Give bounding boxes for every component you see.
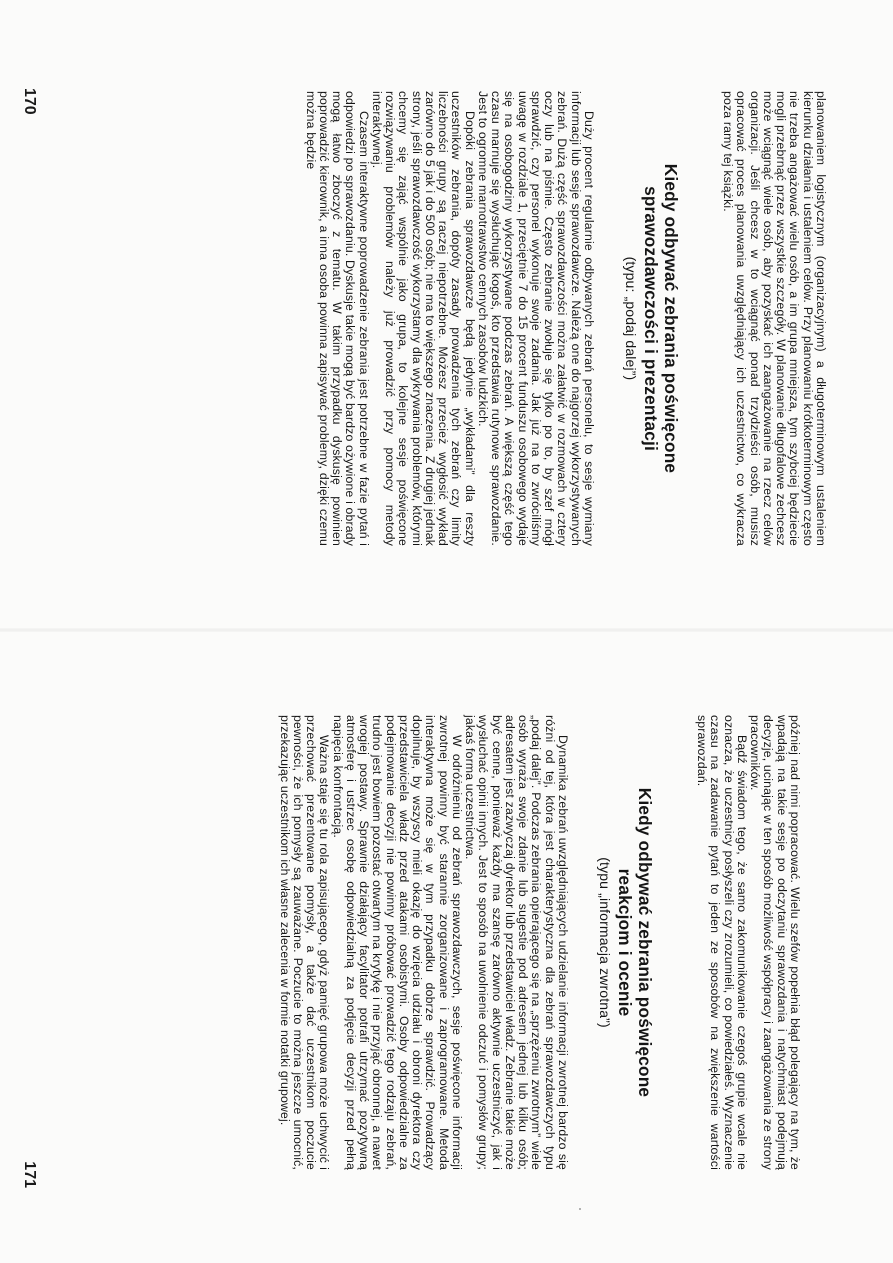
left-page-text-column bbox=[304, 91, 828, 546]
left-intro-paragraph: planowaniem logistycznym (organizacyjnym) a długoterminowym ustaleniem kierunku działania i ustaleniem celów. Przy planowaniu krótkoterminowym często nie trzeba angażować wielu osób, a im grupa mniejsza, tym szybciej będziecie mogli przebrnąć przez wszystkie szczegóły. W planowanie długofalowe zechcesz może wciągnąć wiele osób, aby pozyskać ich zaangażowanie na rzecz celów organizacji. Jeśli chcesz w to wciągnąć ponad trzydzieści osób, musisz opracować proces planowania uwzględniający ich uczestnictwo, co wykracza poza ramy tej książki. bbox=[721, 91, 828, 546]
right-section-subtitle: (typu „informacja zwrotna”) bbox=[597, 857, 613, 1028]
left-paragraph-1: Duży procent regularnie odbywanych zebrań personelu, to sesje wymiany informacji lub sesje sprawozdawcze. Należą one do najgorzej wykorzystywanych zebrań. Dużą część sprawozdawczości można załatwić w rozmowach w cztery oczy lub na piśmie. Często zebranie zwołuje się tylko po to, by szef mógł sprawdzić, czy personel wykonuje swoje zadania. Jak już na to zwróciliśmy uwagę w rozdziale 1, przeciętnie 7 do 15 procent funduszu osobowego wydaje się na osobogodziny wykorzystywane podczas zebrań. A większą część tego czasu marnuje się wysłuchując kogoś, kto przedstawia rutynowe sprawozdanie. Jest to ogromne marnotrawstwo cennych zasobów ludzkich. bbox=[476, 91, 596, 546]
left-page bbox=[0, 0, 893, 630]
right-paragraph-2: W odróżnieniu od zebrań sprawozdawczych, sesje poświęcone informacji zwrotnej powinny być starannie zorganizowane i zaprogramowane. Metoda interaktywna może się w tym przypadku dobrze sprawdzić. Prowadzący dopilnuje, by wszyscy mieli okazję do wzięcia udziału i obroni dyrektora czy przedstawiciela władz przed atakami osobistymi. Osoby odpowiedzialne za podejmowanie decyzji nie powinny próbować prowadzić tego rodzaju zebrań, trudno jest bowiem pozostać otwartym na krytykę i nie przyjąć obronnej, a nawet wrogiej postawy. Sprawnie działający facylitator potrafi utrzymać pozytywną atmosferę i ustrzec osobę odpowiedzialną za podjęcie decyzji przed pełną napięcia konfrontacją. bbox=[330, 715, 464, 1170]
right-page bbox=[0, 630, 893, 1263]
right-page-number: 171 bbox=[21, 1161, 38, 1188]
right-paragraph-1: Dynamika zebrań uwzględniających udzielanie informacji zwrotnej bardzo się różni od tej, która jest charakterystyczna dla zebrań sprawozdawczych typu „podaj dalej”. Podczas zebrania opierającego się na „sprzężeniu zwrotnym” wiele osób wyraża swoje zdanie lub sugestie pod adresem jednej lub kilku osób; adresatem jest zazwyczaj dyrektor lub przedstawiciel władz. Zebranie takie może być cenne, ponieważ każdy ma szansę zarówno aktywnie uczestniczyć, jak i wysłuchać opinii innych. Jest to sposób na uwolnienie odczuć i pomysłów grupy; jakaś forma uczestnictwa. bbox=[463, 715, 570, 1170]
right-section-title-line1: Kiedy odbywać zebrania poświęcone bbox=[635, 787, 655, 1098]
scan-speck bbox=[579, 1208, 581, 1210]
left-section-title-line2: sprawozdawczości i prezentacji bbox=[641, 186, 661, 451]
right-section-title-line2: reakcjom i ocenie bbox=[615, 868, 635, 1017]
right-section-title bbox=[615, 715, 655, 1170]
right-intro-paragraph-1: później nad nimi popracować. Wielu szefów popełnia błąd polegający na tym, że wpadają na takie sesje po odczytaniu sprawozdania i natychmiast podejmują decyzje, ucinając w ten sposób możliwość współpracy i zaangażowania ze strony pracowników. bbox=[748, 715, 802, 1170]
left-section-title bbox=[641, 91, 681, 546]
left-paragraph-3: Czasem interaktywne poprowadzenie zebrania jest potrzebne w fazie pytań i odpowiedzi po sprawozdaniu. Dyskusje takie mogą być bardzo ożywione i obrady mogą łatwo zboczyć z tematu. W takim przypadku dyskusję powinien poprowadzić kierownik, a inna osoba powinna zapisywać problemy, dzięki czemu można będzie bbox=[303, 91, 371, 547]
right-paragraph-3: Ważna staje się tu rola zapisującego, gdyż pamięć grupowa może uchwycić i przechować prezentowane pomysły, a także dać uczestnikom poczucie pewności, że ich pomysły są zauważane. Poczucie to można jeszcze umocnić, przekazując uczestnikom ich własne zalecenia w formie notatki grupowej. bbox=[277, 715, 332, 1170]
left-page-number: 170 bbox=[21, 88, 38, 115]
left-paragraph-2: Dopóki zebrania sprawozdawcze będą jedynie „wykładami” dla reszty uczestników zebrania, dopóty zasady prowadzenia tych zebrań czy limity liczebności grupy są raczej niepotrzebne. Możesz przecież wygłosić wykład zarówno do 5 jak i do 500 osób; nie ma to większego znaczenia. Z drugiej jednak strony, jeśli sprawozdawczość wykorzystamy dla wykrywania problemów, którymi chcemy się zająć wspólnie jako grupa, to kolejne sesje poświęcone rozwiązywaniu problemów należy już prowadzić przy pomocy metody interaktywnej. bbox=[370, 91, 477, 546]
left-section-title-line1: Kiedy odbywać zebrania poświęcone bbox=[661, 163, 681, 474]
right-page-text-column bbox=[278, 715, 802, 1170]
right-intro-paragraph-2: Bądź świadom tego, że samo zakomunikowanie czegoś grupie wcale nie oznacza, że uczestnicy posłyszeli czy zrozumieli, co powiedziałeś. Wyznaczenie czasu na zadawanie pytań to jeden ze sposobów na zwiększenie wartości sprawozdań. bbox=[695, 715, 749, 1170]
left-section-subtitle: (typu: „podaj dalej”) bbox=[623, 256, 639, 381]
